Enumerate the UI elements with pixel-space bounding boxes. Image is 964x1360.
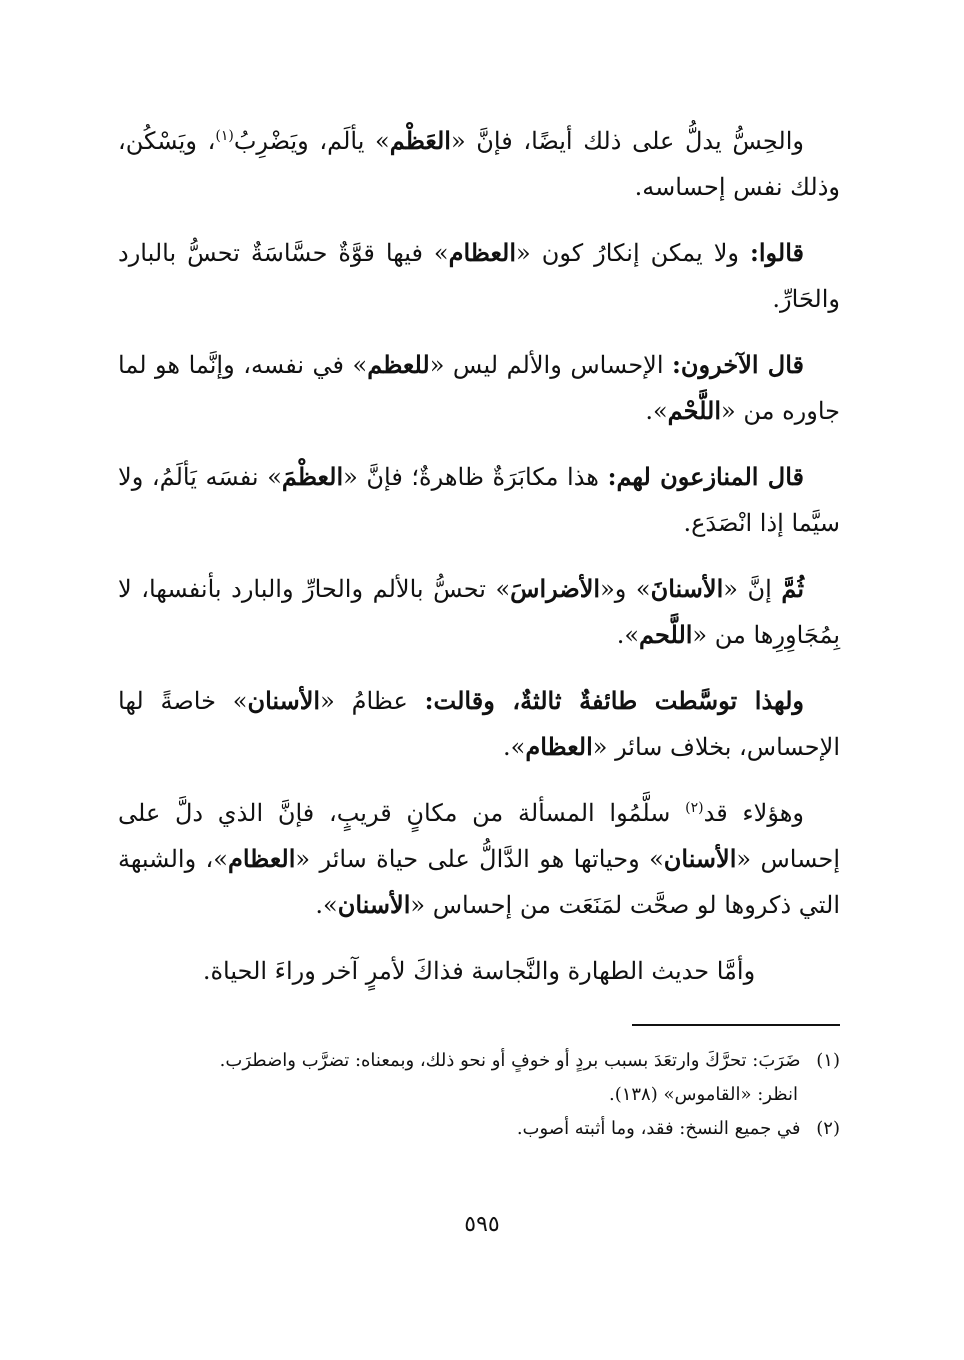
footnote-marker: (٢) xyxy=(685,800,704,816)
bold-term: اللَّحْم xyxy=(667,396,722,425)
text-segment: ولا يمكن إنكارُ كون « xyxy=(516,239,750,267)
page-number: ٥٩٥ xyxy=(464,1212,500,1237)
footnote-marker: (١) xyxy=(215,128,234,144)
paragraph xyxy=(118,230,840,322)
text-segment: » في نفسه، وإنَّما هو لما جاوره من « xyxy=(118,351,840,425)
text-segment: الإحساس والألم ليس « xyxy=(429,351,673,379)
text-segment: هذا مكابَرَةٌ ظاهرةٌ؛ فإنَّ « xyxy=(343,463,608,491)
text-segment: وهؤلاء قد xyxy=(703,799,804,827)
text-segment: » فيها قوَّةٌ حسَّاسَةٌ تحسُّ بالبارد والحَارِّ. xyxy=(118,239,840,313)
text-segment: ». xyxy=(645,397,668,425)
bold-term: العظام xyxy=(525,732,593,761)
footnote-1-text: ضَرَبَ: تحرَّكَ وارتعَدَ بسبب بردٍ أو خوفٍ أو نحو ذلك، وبمعناه: تضرَّب واضطرَب. xyxy=(219,1050,801,1071)
footnote-1-number: (١) xyxy=(816,1050,840,1071)
text-segment: عظامُ « xyxy=(320,687,425,715)
bold-term: قال المنازعون لهم: xyxy=(607,462,805,491)
bold-term: اللَّحم xyxy=(639,620,693,649)
bold-term: العظْمَ xyxy=(281,462,344,491)
paragraph xyxy=(118,948,840,994)
text-segment: » تحسُّ بالألم والحارِّ والبارد بأنفسها، لا بِمُجَاوِرِها من « xyxy=(118,575,840,649)
paragraph xyxy=(118,342,840,434)
footnote-1-reference: انظر: «القاموس» (١٣٨). xyxy=(608,1084,798,1105)
paragraph xyxy=(118,566,840,658)
bold-term: ولهذا توسَّطت طائفةٌ ثالثةٌ، وقالت: xyxy=(424,686,804,715)
footnotes xyxy=(124,1044,840,1146)
footnote-2 xyxy=(124,1112,840,1146)
paragraph xyxy=(118,790,840,928)
text-segment: ». xyxy=(616,621,640,649)
bold-term: الأسنان xyxy=(663,844,737,873)
text-segment: » وحياتها هو الدَّالُّ على حياة سائر « xyxy=(295,845,664,873)
text-segment: إنَّ « xyxy=(723,575,782,603)
bold-term: قال الآخرون: xyxy=(672,350,805,379)
footnote-2-text: في جميع النسخ: فقد، وما أثبته أصوب. xyxy=(516,1118,801,1139)
bold-term: الأسنانَ xyxy=(650,574,724,603)
main-text xyxy=(118,118,840,1014)
footnote-2-number: (٢) xyxy=(816,1118,840,1139)
paragraph xyxy=(118,118,840,210)
text-segment: » و« xyxy=(600,575,651,603)
bold-term: الأسنان xyxy=(337,890,411,919)
bold-term: ثُمَّ xyxy=(781,574,805,603)
text-segment: »، والشبهة التي ذكروها لو صحَّت لمَنَعَت من إحساس « xyxy=(118,845,840,919)
text-segment: وأمَّا حديث الطهارة والنَّجاسة فذاكَ لأمرٍ آخر وراءَ الحياة. xyxy=(202,957,756,985)
paragraph xyxy=(118,678,840,770)
text-segment: ، ويَسْكُن، وذلك نفس إحساسه. xyxy=(118,127,840,201)
bold-term: العَظْم xyxy=(389,126,451,155)
text-segment: » خاصةً لها الإحساس، بخلاف سائر « xyxy=(118,687,840,761)
text-segment: والحِسُّ يدلُّ على ذلك أيضًا، فإنَّ « xyxy=(450,127,804,155)
bold-term: للعظم xyxy=(367,350,430,379)
text-segment: » نفسَه يَألَمُ، ولا سيَّما إذا انْصَدَع. xyxy=(118,463,840,537)
text-segment: سلَّمُوا المسألة من مكانٍ قريبٍ، فإنَّ الذي دلَّ على إحساس « xyxy=(118,799,840,873)
text-segment: ». xyxy=(503,733,526,761)
footnote-1 xyxy=(124,1044,840,1078)
bold-term: قالوا: xyxy=(749,238,804,267)
bold-term: الأسنان xyxy=(247,686,321,715)
bold-term: العظام xyxy=(227,844,296,873)
paragraph xyxy=(118,454,840,546)
bold-term: الأضراسَ xyxy=(510,574,601,603)
footnote-separator xyxy=(632,1024,840,1026)
text-segment: ». xyxy=(315,891,338,919)
bold-term: العظام xyxy=(448,238,517,267)
text-segment: » يألَم، ويَضْرِبُ xyxy=(233,127,390,155)
